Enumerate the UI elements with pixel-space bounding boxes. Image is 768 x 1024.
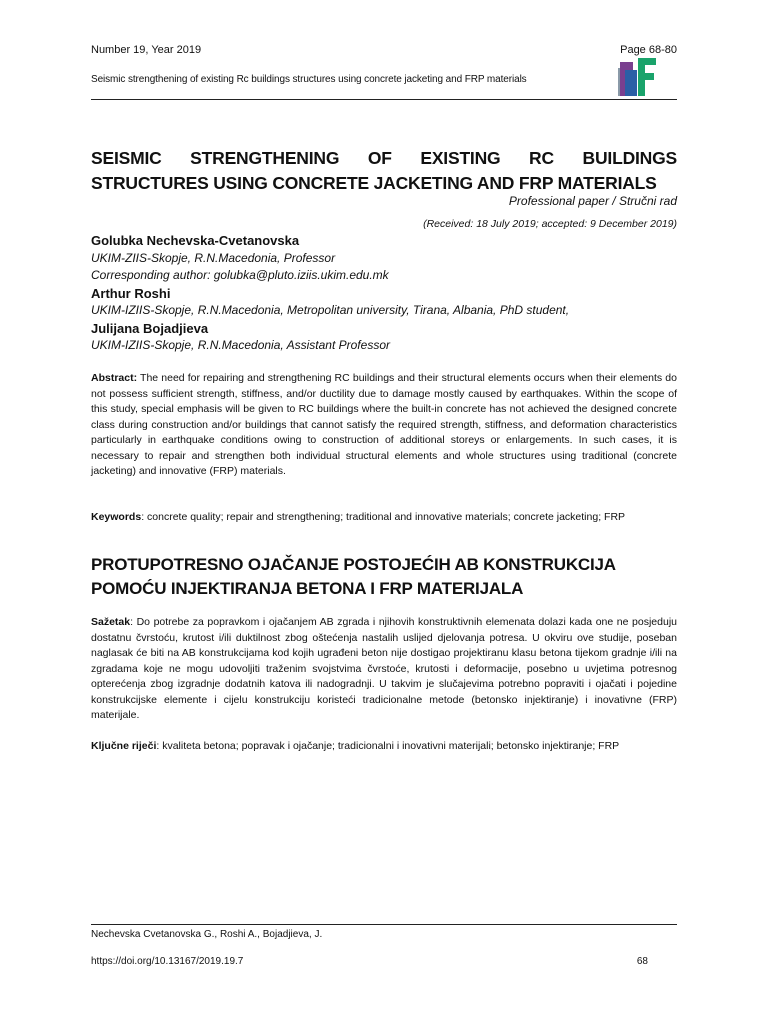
journal-logo-icon (616, 56, 658, 98)
page-number: 68 (636, 956, 648, 967)
author-name: Golubka Nechevska-Cvetanovska (91, 233, 300, 248)
sazetak-text: : Do potrebe za popravkom i ojačanjem AB zgrada i njihovih konstruktivnih elemenata dolazi kada one ne posjeduju dostatnu čvrstoću, krutost i/ili duktilnost zbog oštećenja nastalih uslijed djelovanja potresa. U okviru ove studije, poseban naglasak će biti na AB konstrukcijama kod kojih ugrađeni beton nije dostigao projektiranu klasu betona tijekom gradnje i/ili na zgradama koje ne mogu udovoljiti traženim svojstvima čvrstoće, krutosti i deformacije, posebno u uvjetima potresnog opterećenja zbog izgradnje dodatnih katova ili nadogradnji. U takvim je slučajevima potrebno popraviti i ojačati i pojedine konstrukcijske elemente i cijelu konstrukciju koristeći tradicionalne metode (betonsko injektiranje) i inovativne (FRP) materijale. (91, 616, 677, 721)
footer-divider (91, 924, 677, 925)
kljucne-text: : kvaliteta betona; popravak i ojačanje; tradicionalni i inovativni materijali; betonsko injektiranje; FRP (156, 740, 620, 752)
page-range: Page 68-80 (620, 44, 677, 56)
author-affiliation: UKIM-IZIIS-Skopje, R.N.Macedonia, Assistant Professor (91, 338, 390, 352)
abstract-label: Abstract: (91, 372, 138, 384)
keywords-text: : concrete quality; repair and strengthening; traditional and innovative materials; concrete jacketing; FRP (141, 511, 626, 523)
author-affiliation: UKIM-ZIIS-Skopje, R.N.Macedonia, Professor (91, 250, 336, 265)
author-affiliation: UKIM-IZIIS-Skopje, R.N.Macedonia, Metropolitan university, Tirana, Albania, PhD student, (91, 303, 570, 317)
abstract (91, 371, 677, 480)
doi-link[interactable]: https://doi.org/10.13167/2019.19.7 (91, 956, 244, 967)
paper-type: Professional paper / Stručni rad (508, 194, 677, 208)
author-name: Julijana Bojadjieva (91, 320, 209, 336)
author-block (91, 232, 677, 355)
article-title: SEISMIC STRENGTHENING OF EXISTING RC BUILDINGS STRUCTURES USING CONCRETE JACKETING AND FRP MATERIALS (91, 148, 677, 193)
local-title: PROTUPOTRESNO OJAČANJE POSTOJEĆIH AB KONSTRUKCIJA POMOĆU INJEKTIRANJA BETONA I FRP MATERIJALA (91, 555, 616, 598)
keywords (91, 510, 677, 526)
kljucne-label: Ključne riječi (91, 740, 157, 752)
corresponding-author: Corresponding author: golubka@pluto.iziis.ukim.edu.mk (91, 268, 389, 282)
keywords-label: Keywords (91, 511, 142, 523)
sazetak-label: Sažetak (91, 616, 131, 628)
author-name: Arthur Roshi (91, 285, 171, 301)
header-divider (91, 99, 677, 100)
kljucne-rijeci (91, 739, 677, 755)
abstract-text: The need for repairing and strengthening RC buildings and their structural elements occurs when their elements do not possess sufficient strength, stiffness, and/or ductility due to damage mostly caused by earthquakes. Within the scope of this study, special emphasis will be given to RC buildings where the built-in concrete has not achieved the designed concrete class during construction and/or buildings that cannot satisfy the required strength, stiffness, and deformation characteristics particularly in earthquake conditions owing to construction of additional storeys or enlargements. In such cases, it is necessary to repair and strengthen both individual structural elements and whole structures using traditional (concrete jacketing) and innovative (FRP) materials. (91, 372, 677, 477)
sazetak (91, 615, 677, 724)
received-dates: (Received: 18 July 2019; accepted: 9 December 2019) (423, 218, 677, 230)
footer-authors: Nechevska Cvetanovska G., Roshi A., Bojadjieva, J. (91, 929, 323, 940)
issue-label: Number 19, Year 2019 (91, 44, 202, 56)
running-title: Seismic strengthening of existing Rc buildings structures using concrete jacketing and FRP materials (91, 74, 527, 85)
